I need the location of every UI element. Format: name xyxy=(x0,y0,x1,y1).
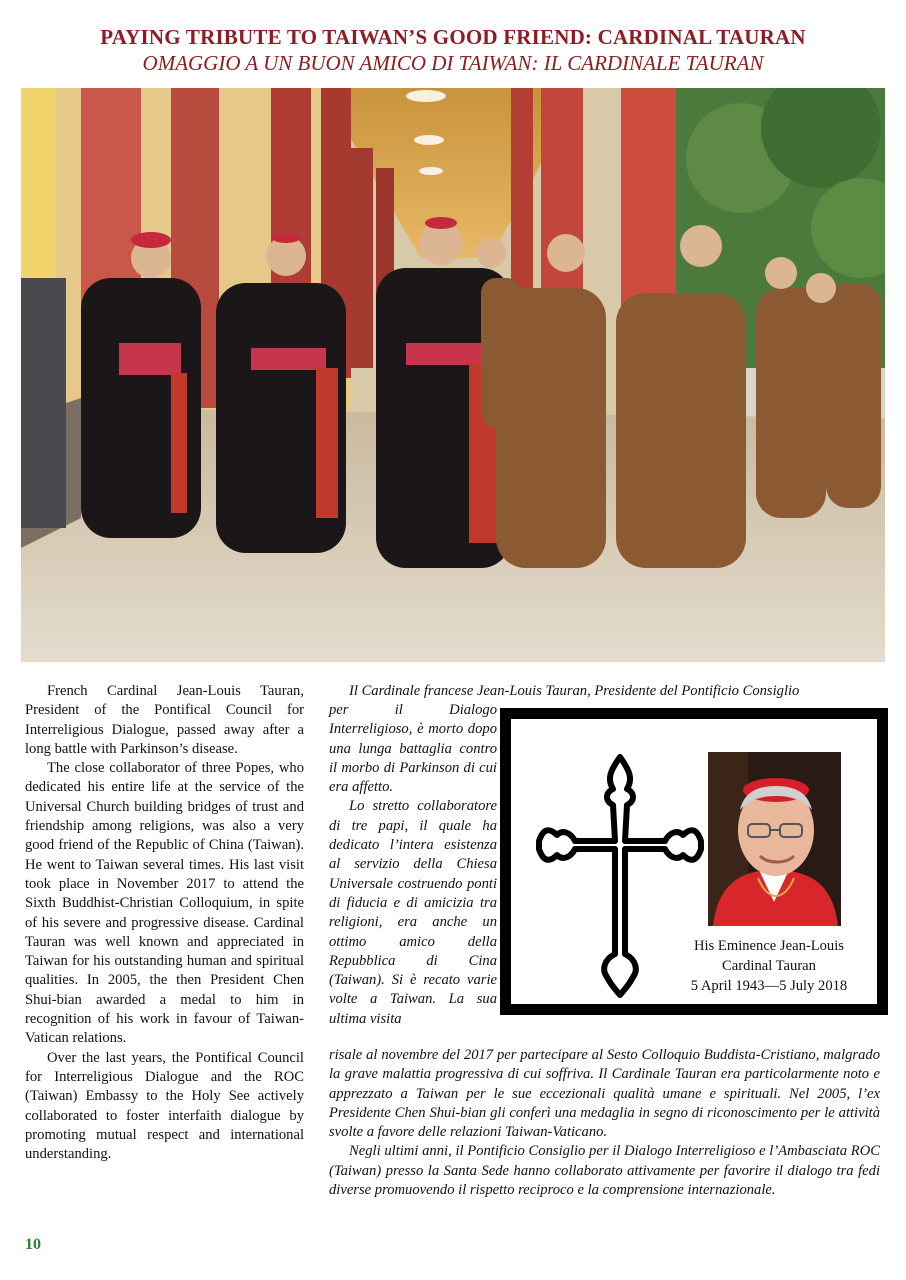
english-article xyxy=(25,682,304,1164)
italian-paragraph: Negli ultimi anni, il Pontificio Consiglio per il Dialogo Interreligioso e l’Ambasciata ROC (Taiwan) presso la Santa Sede hanno collaborato attivamente per favorire il dialogo tra fedi diverse promuovendo il rispetto reciproco e la comprensione internazionale. xyxy=(329,1143,880,1199)
memorial-caption xyxy=(671,936,867,996)
memorial-frame xyxy=(510,718,878,1005)
group-photo xyxy=(21,88,885,662)
memorial-box xyxy=(500,708,888,1015)
italian-bottom-text xyxy=(329,1046,880,1200)
caption-dates: 5 April 1943—5 July 2018 xyxy=(690,978,848,994)
italian-first-line xyxy=(329,682,880,701)
english-paragraph: Over the last years, the Pontifical Council for Interreligious Dialogue and the ROC (Taiwan) Embassy to the Holy See actively collaborated to foster interfaith dialogue by promoting mutual respect and international understanding. xyxy=(25,1049,304,1163)
english-paragraph: The close collaborator of three Popes, who dedicated his entire life at the service of the Universal Church building bridges of trust and friendship among religions, was also a very good friend of the Republic of China (Taiwan). He went to Taiwan several times. His last visit took place in November 2017 to attend the Sixth Buddhist-Christian Colloquium, in spite of his severe and progressive disease. Cardinal Tauran was well known and appreciated in Taiwan for his outstanding human and spiritual qualities. In 2005, the then President Chen Shui-bian awarded a medal to him in recognition of his work in favour of Taiwan-Vatican relations. xyxy=(25,760,304,1047)
title-italian: OMAGGIO A UN BUON AMICO DI TAIWAN: IL CARDINALE TAURAN xyxy=(142,51,764,75)
caption-name: His Eminence Jean-Louis xyxy=(694,938,844,954)
italian-paragraph: Lo stretto collaboratore di tre papi, il quale ha dedicato l’intera esistenza al servizio della Chiesa Universale costruendo ponti di fiducia e di amicizia tra religioni, era anche un ottimo amico della Repubblica di Cina (Taiwan). Si è recato varie volte a Taiwan. La sua ultima visita xyxy=(329,798,497,1027)
italian-paragraph: Il Cardinale francese Jean-Louis Tauran, Presidente del Pontificio Consiglio xyxy=(349,683,800,699)
italian-wrap-column xyxy=(329,701,497,1029)
title-english: PAYING TRIBUTE TO TAIWAN’S GOOD FRIEND: CARDINAL TAURAN xyxy=(100,25,806,49)
english-paragraph: French Cardinal Jean-Louis Tauran, President of the Pontifical Council for Interreligious Dialogue, passed away after a long battle with Parkinson’s disease. xyxy=(25,683,304,757)
italian-paragraph: risale al novembre del 2017 per partecipare al Sesto Colloquio Buddista-Cristiano, malgrado la grave malattia progressiva di cui soffriva. Il Cardinale Tauran era particolarmente noto e apprezzato a Taiwan per le sue eccezionali qualità umane e spirituali. Nel 2005, l’ex Presidente Chen Shui-bian gli conferì una medaglia in segno di riconoscimento per le attività svolte a favore delle relazioni Taiwan-Vaticano. xyxy=(329,1047,880,1141)
page-number: 10 xyxy=(25,1236,41,1253)
cardinal-portrait xyxy=(708,752,841,926)
italian-paragraph: per il Dialogo Interreligioso, è morto dopo una lunga battaglia contro il morbo di Parkinson di cui era affetto. xyxy=(329,702,497,796)
caption-title: Cardinal Tauran xyxy=(722,958,816,974)
